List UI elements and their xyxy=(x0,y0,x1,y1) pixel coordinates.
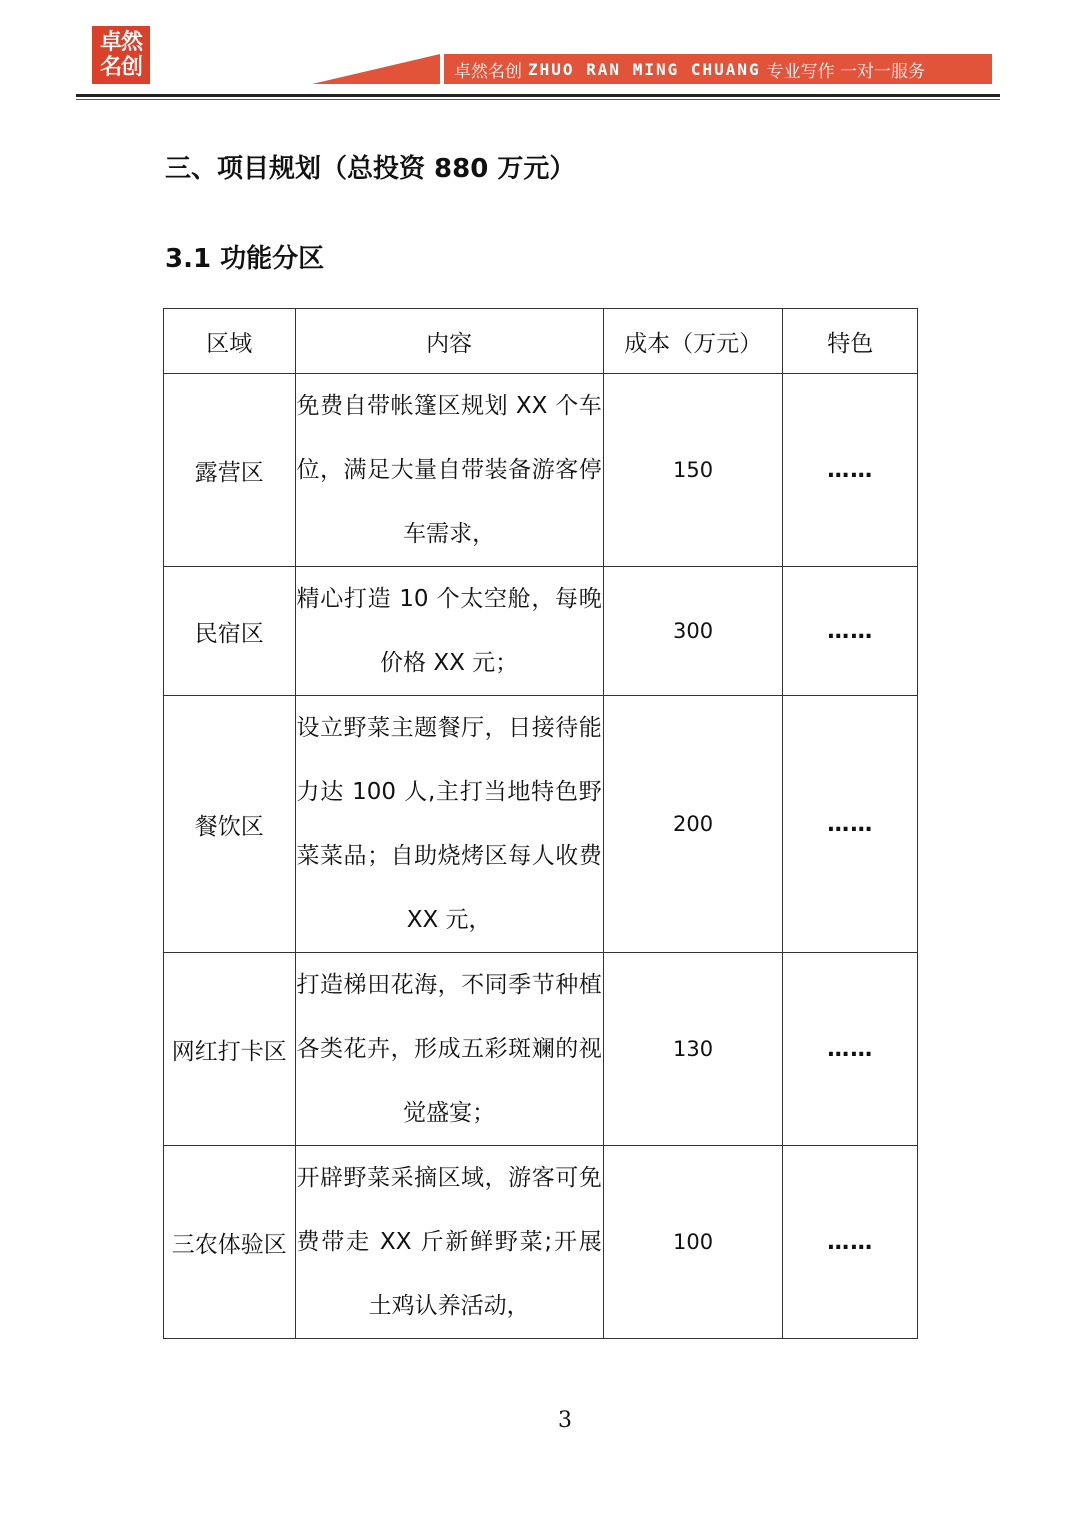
header-rule-thin xyxy=(76,99,1000,100)
banner-brand-cn: 卓然名创 xyxy=(454,61,522,82)
cost-cell: 150 xyxy=(603,374,783,567)
subsection-title: 3.1 功能分区 xyxy=(165,244,325,274)
content-cell xyxy=(295,696,603,953)
cost-cell: 100 xyxy=(603,1146,783,1339)
region-cell: 民宿区 xyxy=(164,567,296,696)
content-text: 设立野菜主题餐厅，日接待能力达 100 人,主打当地特色野菜菜品；自助烧烤区每人收费 XX 元， xyxy=(296,715,602,933)
cost-cell: 130 xyxy=(603,953,783,1146)
logo-line-1: 卓然 xyxy=(99,30,142,55)
feature-cell: …… xyxy=(783,567,918,696)
banner-service: 专业写作 一对一服务 xyxy=(766,61,926,82)
region-cell: 露营区 xyxy=(164,374,296,567)
feature-cell: …… xyxy=(783,953,918,1146)
brand-logo xyxy=(92,26,150,84)
feature-cell: …… xyxy=(783,374,918,567)
cost-cell: 200 xyxy=(603,696,783,953)
feature-cell: …… xyxy=(783,696,918,953)
table-row xyxy=(164,953,918,1146)
page-number: 3 xyxy=(558,1408,572,1433)
section-title: 三、项目规划（总投资 880 万元） xyxy=(165,154,576,184)
table-row xyxy=(164,374,918,567)
region-cell: 网红打卡区 xyxy=(164,953,296,1146)
content-text: 打造梯田花海，不同季节种植各类花卉，形成五彩斑斓的视觉盛宴； xyxy=(296,972,602,1126)
header-region: 区域 xyxy=(164,309,296,374)
feature-cell: …… xyxy=(783,1146,918,1339)
content-text: 开辟野菜采摘区域，游客可免费带走 XX 斤新鲜野菜;开展土鸡认养活动， xyxy=(296,1165,602,1319)
table-row xyxy=(164,1146,918,1339)
content-cell xyxy=(295,1146,603,1339)
function-zone-table xyxy=(163,308,918,1339)
header-feature: 特色 xyxy=(783,309,918,374)
table-row xyxy=(164,567,918,696)
region-cell: 三农体验区 xyxy=(164,1146,296,1339)
header-cost: 成本（万元） xyxy=(603,309,783,374)
content-cell xyxy=(295,374,603,567)
table-header-row xyxy=(164,309,918,374)
content-text: 精心打造 10 个太空舱，每晚价格 XX 元； xyxy=(296,586,602,676)
cost-cell: 300 xyxy=(603,567,783,696)
banner-wedge-shape xyxy=(312,54,440,84)
logo-line-2: 名创 xyxy=(99,55,142,80)
table-row xyxy=(164,696,918,953)
header-banner xyxy=(440,54,992,84)
content-text: 免费自带帐篷区规划 XX 个车位，满足大量自带装备游客停车需求， xyxy=(296,393,602,547)
banner-brand-latin: ZHUO RAN MING CHUANG xyxy=(528,59,761,79)
content-cell xyxy=(295,567,603,696)
content-cell xyxy=(295,953,603,1146)
region-cell: 餐饮区 xyxy=(164,696,296,953)
header-content: 内容 xyxy=(295,309,603,374)
header-rule xyxy=(76,94,1000,97)
